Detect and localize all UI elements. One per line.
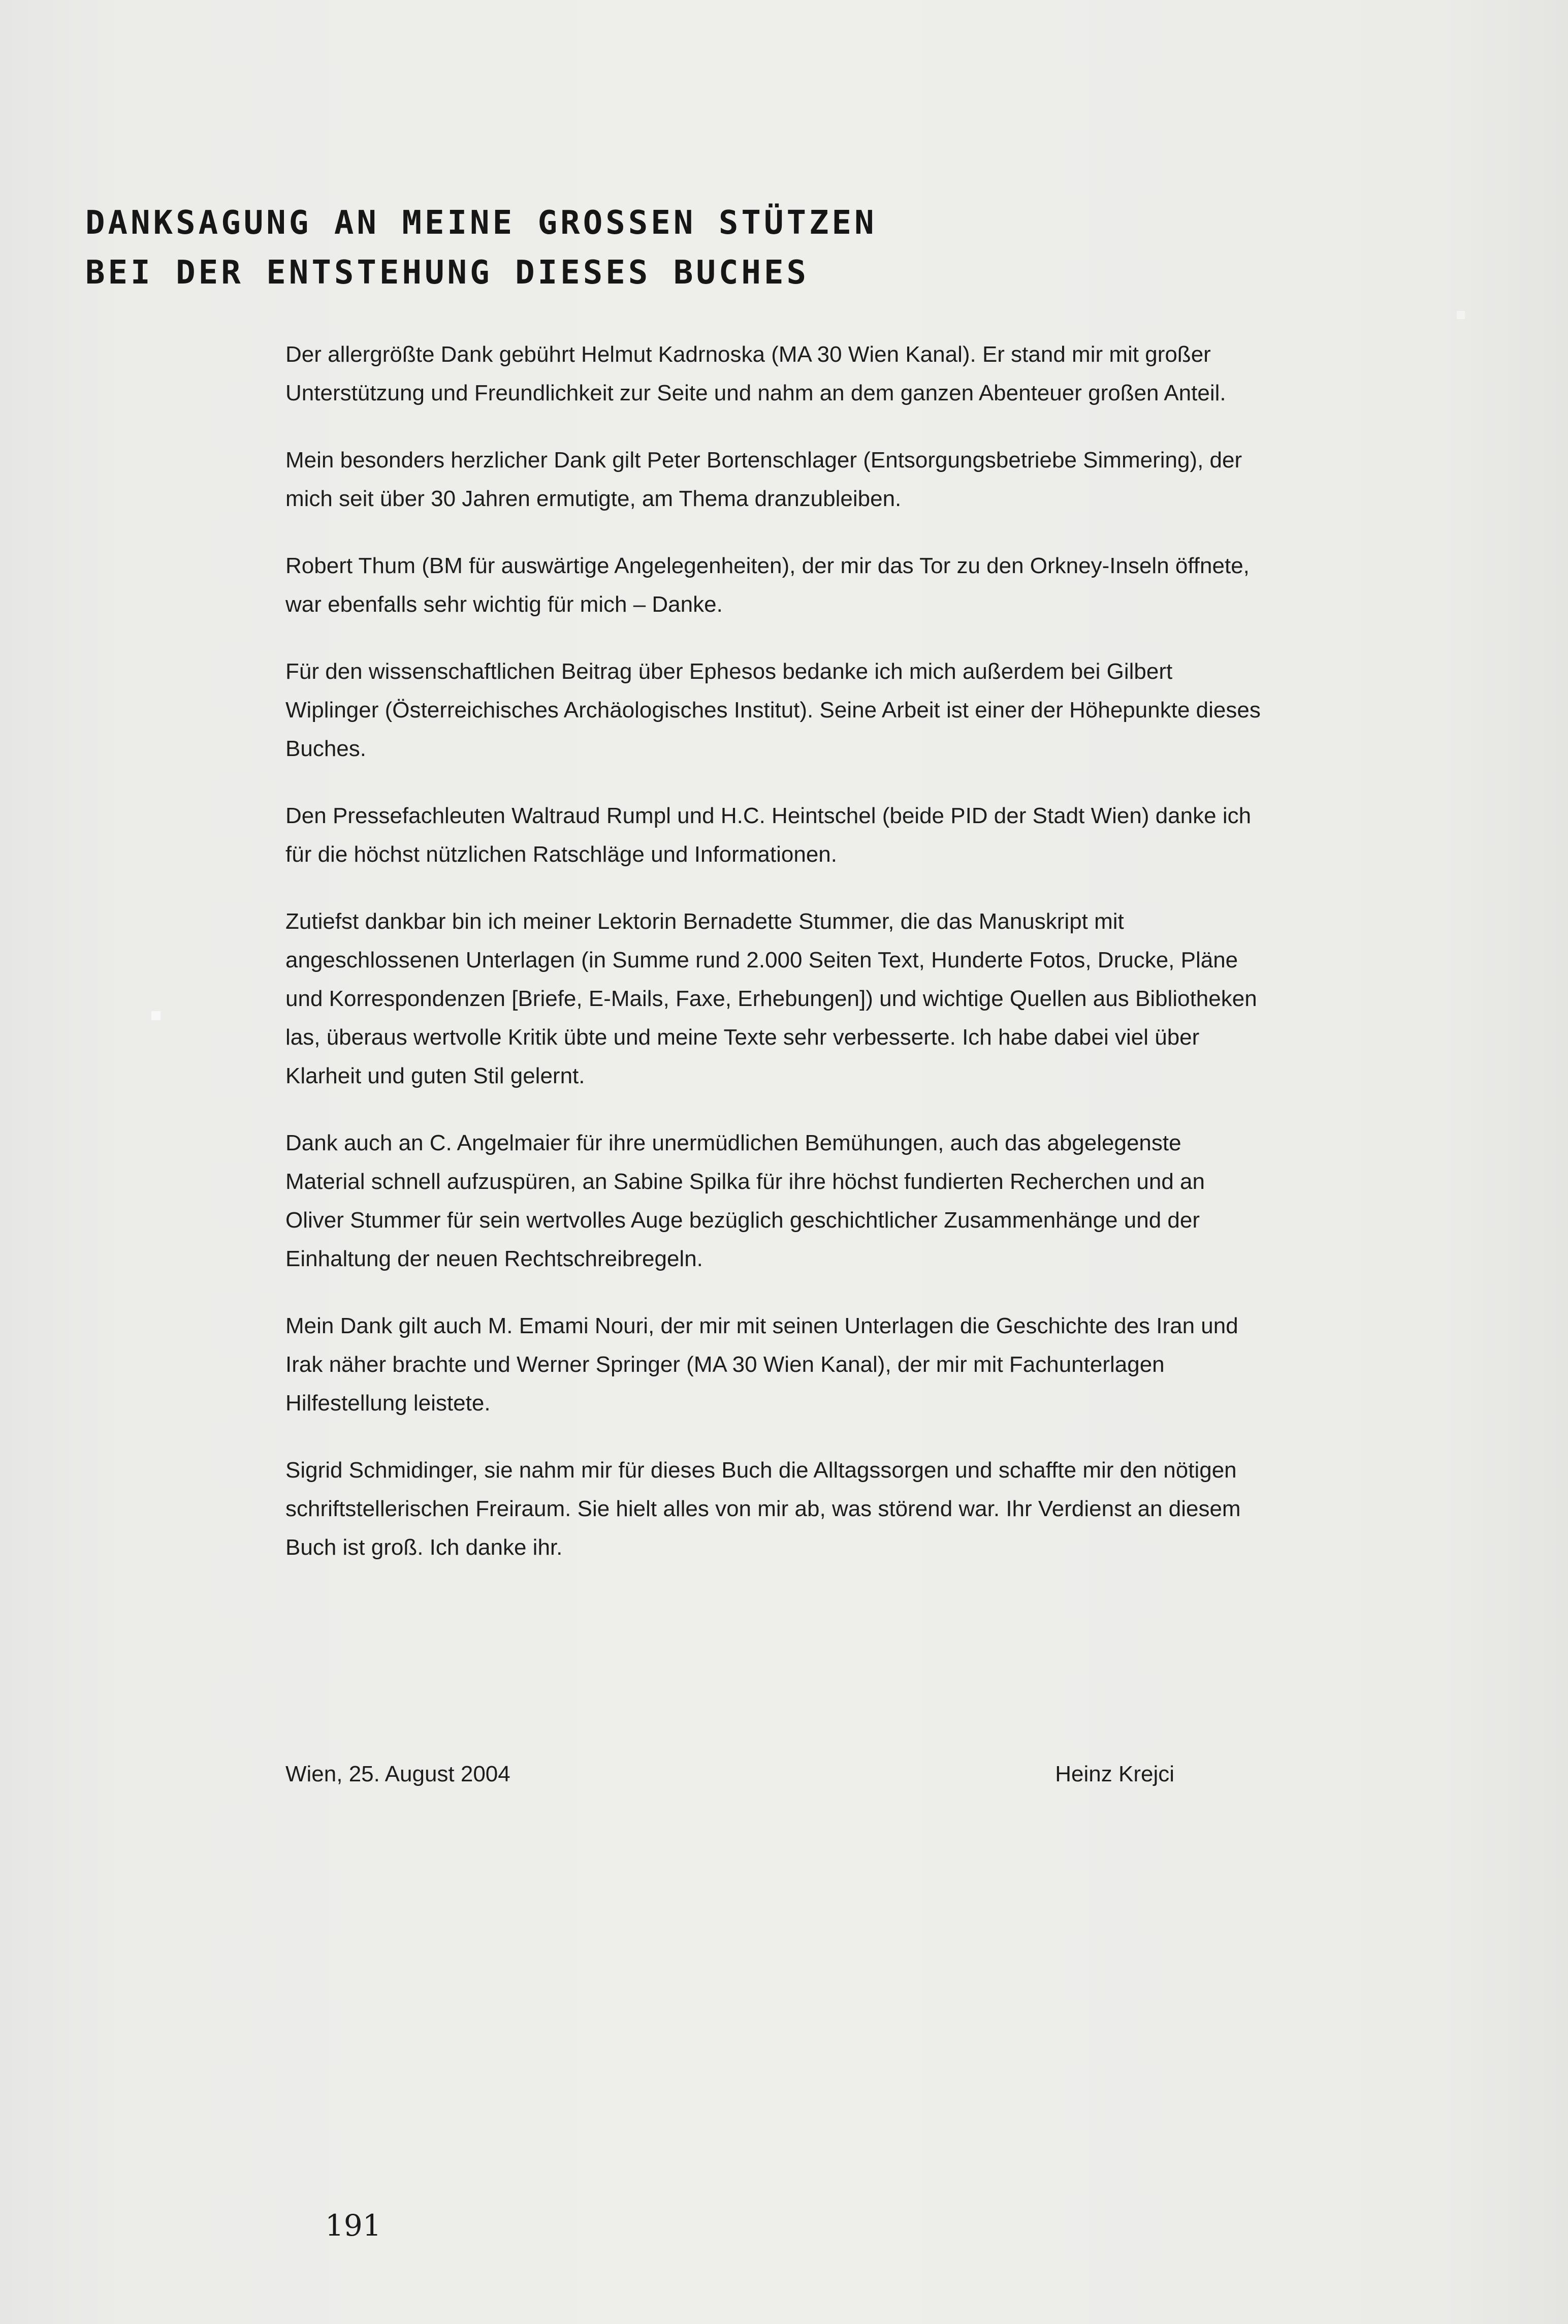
heading-line-2: BEI DER ENTSTEHUNG DIESES BUCHES (85, 254, 809, 292)
paragraph-stummer: Zutiefst dankbar bin ich meiner Lektorin Bernadette Stummer, die das Manuskript mit angeschlossenen Unterlagen (in Summe rund 2.000 Seiten Text, Hunderte Fotos, Drucke, Pläne und Korrespondenzen [Briefe, E-Mails, Faxe, Erhebungen]) und wichtige Quellen aus Bibliotheken las, überaus wertvolle Kritik übte und meine Texte sehr verbesserte. Ich habe dabei viel über Klarheit und guten Stil gelernt. (285, 909, 1257, 1088)
paragraph-rumpl-heintschel: Den Pressefachleuten Waltraud Rumpl und H.C. Heintschel (beide PID der Stadt Wien) danke ich für die höchst nützlichen Ratschläge und Informationen. (285, 803, 1252, 867)
paragraph-kadrnoska: Der allergrößte Dank gebührt Helmut Kadrnoska (MA 30 Wien Kanal). Er stand mir mit großer Unterstützung und Freundlichkeit zur Seite und nahm an dem ganzen Abenteuer großen Anteil. (285, 342, 1226, 405)
author-name: Heinz Krejci (1055, 1762, 1174, 1786)
page-number: 191 (325, 2208, 381, 2243)
paper-speck (1457, 311, 1465, 319)
place-date: Wien, 25. August 2004 (285, 1762, 510, 1786)
paragraph-bortenschlager: Mein besonders herzlicher Dank gilt Peter Bortenschlager (Entsorgungsbetriebe Simmering), der mich seit über 30 Jahren ermutigte, am Thema dranzubleiben. (285, 448, 1242, 511)
paragraph-thum: Robert Thum (BM für auswärtige Angelegenheiten), der mir das Tor zu den Orkney-Inseln öffnete, war ebenfalls sehr wichtig für mich – Danke. (285, 553, 1250, 617)
paragraph-wiplinger: Für den wissenschaftlichen Beitrag über Ephesos bedanke ich mich außerdem bei Gilbert Wiplinger (Österreichisches Archäologisches Institut). Seine Arbeit ist einer der Höhepunkte dieses Buches. (285, 659, 1261, 761)
paragraph-schmidinger: Sigrid Schmidinger, sie nahm mir für dieses Buch die Alltagssorgen und schaffte mir den nötigen schriftstellerischen Freiraum. Sie hielt alles von mir ab, was störend war. Ihr Verdienst an diesem Buch ist groß. Ich danke ihr. (285, 1458, 1241, 1560)
paper-speck (151, 1011, 161, 1020)
page-heading (85, 198, 898, 298)
signature-line (285, 1755, 1174, 1794)
heading-line-1: DANKSAGUNG AN MEINE GROSSEN STÜTZEN (85, 204, 877, 242)
paragraph-emami-nouri: Mein Dank gilt auch M. Emami Nouri, der mir mit seinen Unterlagen die Geschichte des Iran und Irak näher brachte und Werner Springer (MA 30 Wien Kanal), der mir mit Fachunterlagen Hilfestellung leistete. (285, 1313, 1238, 1416)
acknowledgements-body (285, 335, 1266, 1595)
paragraph-angelmaier: Dank auch an C. Angelmaier für ihre unermüdlichen Bemühungen, auch das abgelegenste Material schnell aufzuspüren, an Sabine Spilka für ihre höchst fundierten Recherchen und an Oliver Stummer für sein wertvolles Auge bezüglich geschichtlicher Zusammenhänge und der Einhaltung der neuen Rechtschreibregeln. (285, 1130, 1205, 1271)
